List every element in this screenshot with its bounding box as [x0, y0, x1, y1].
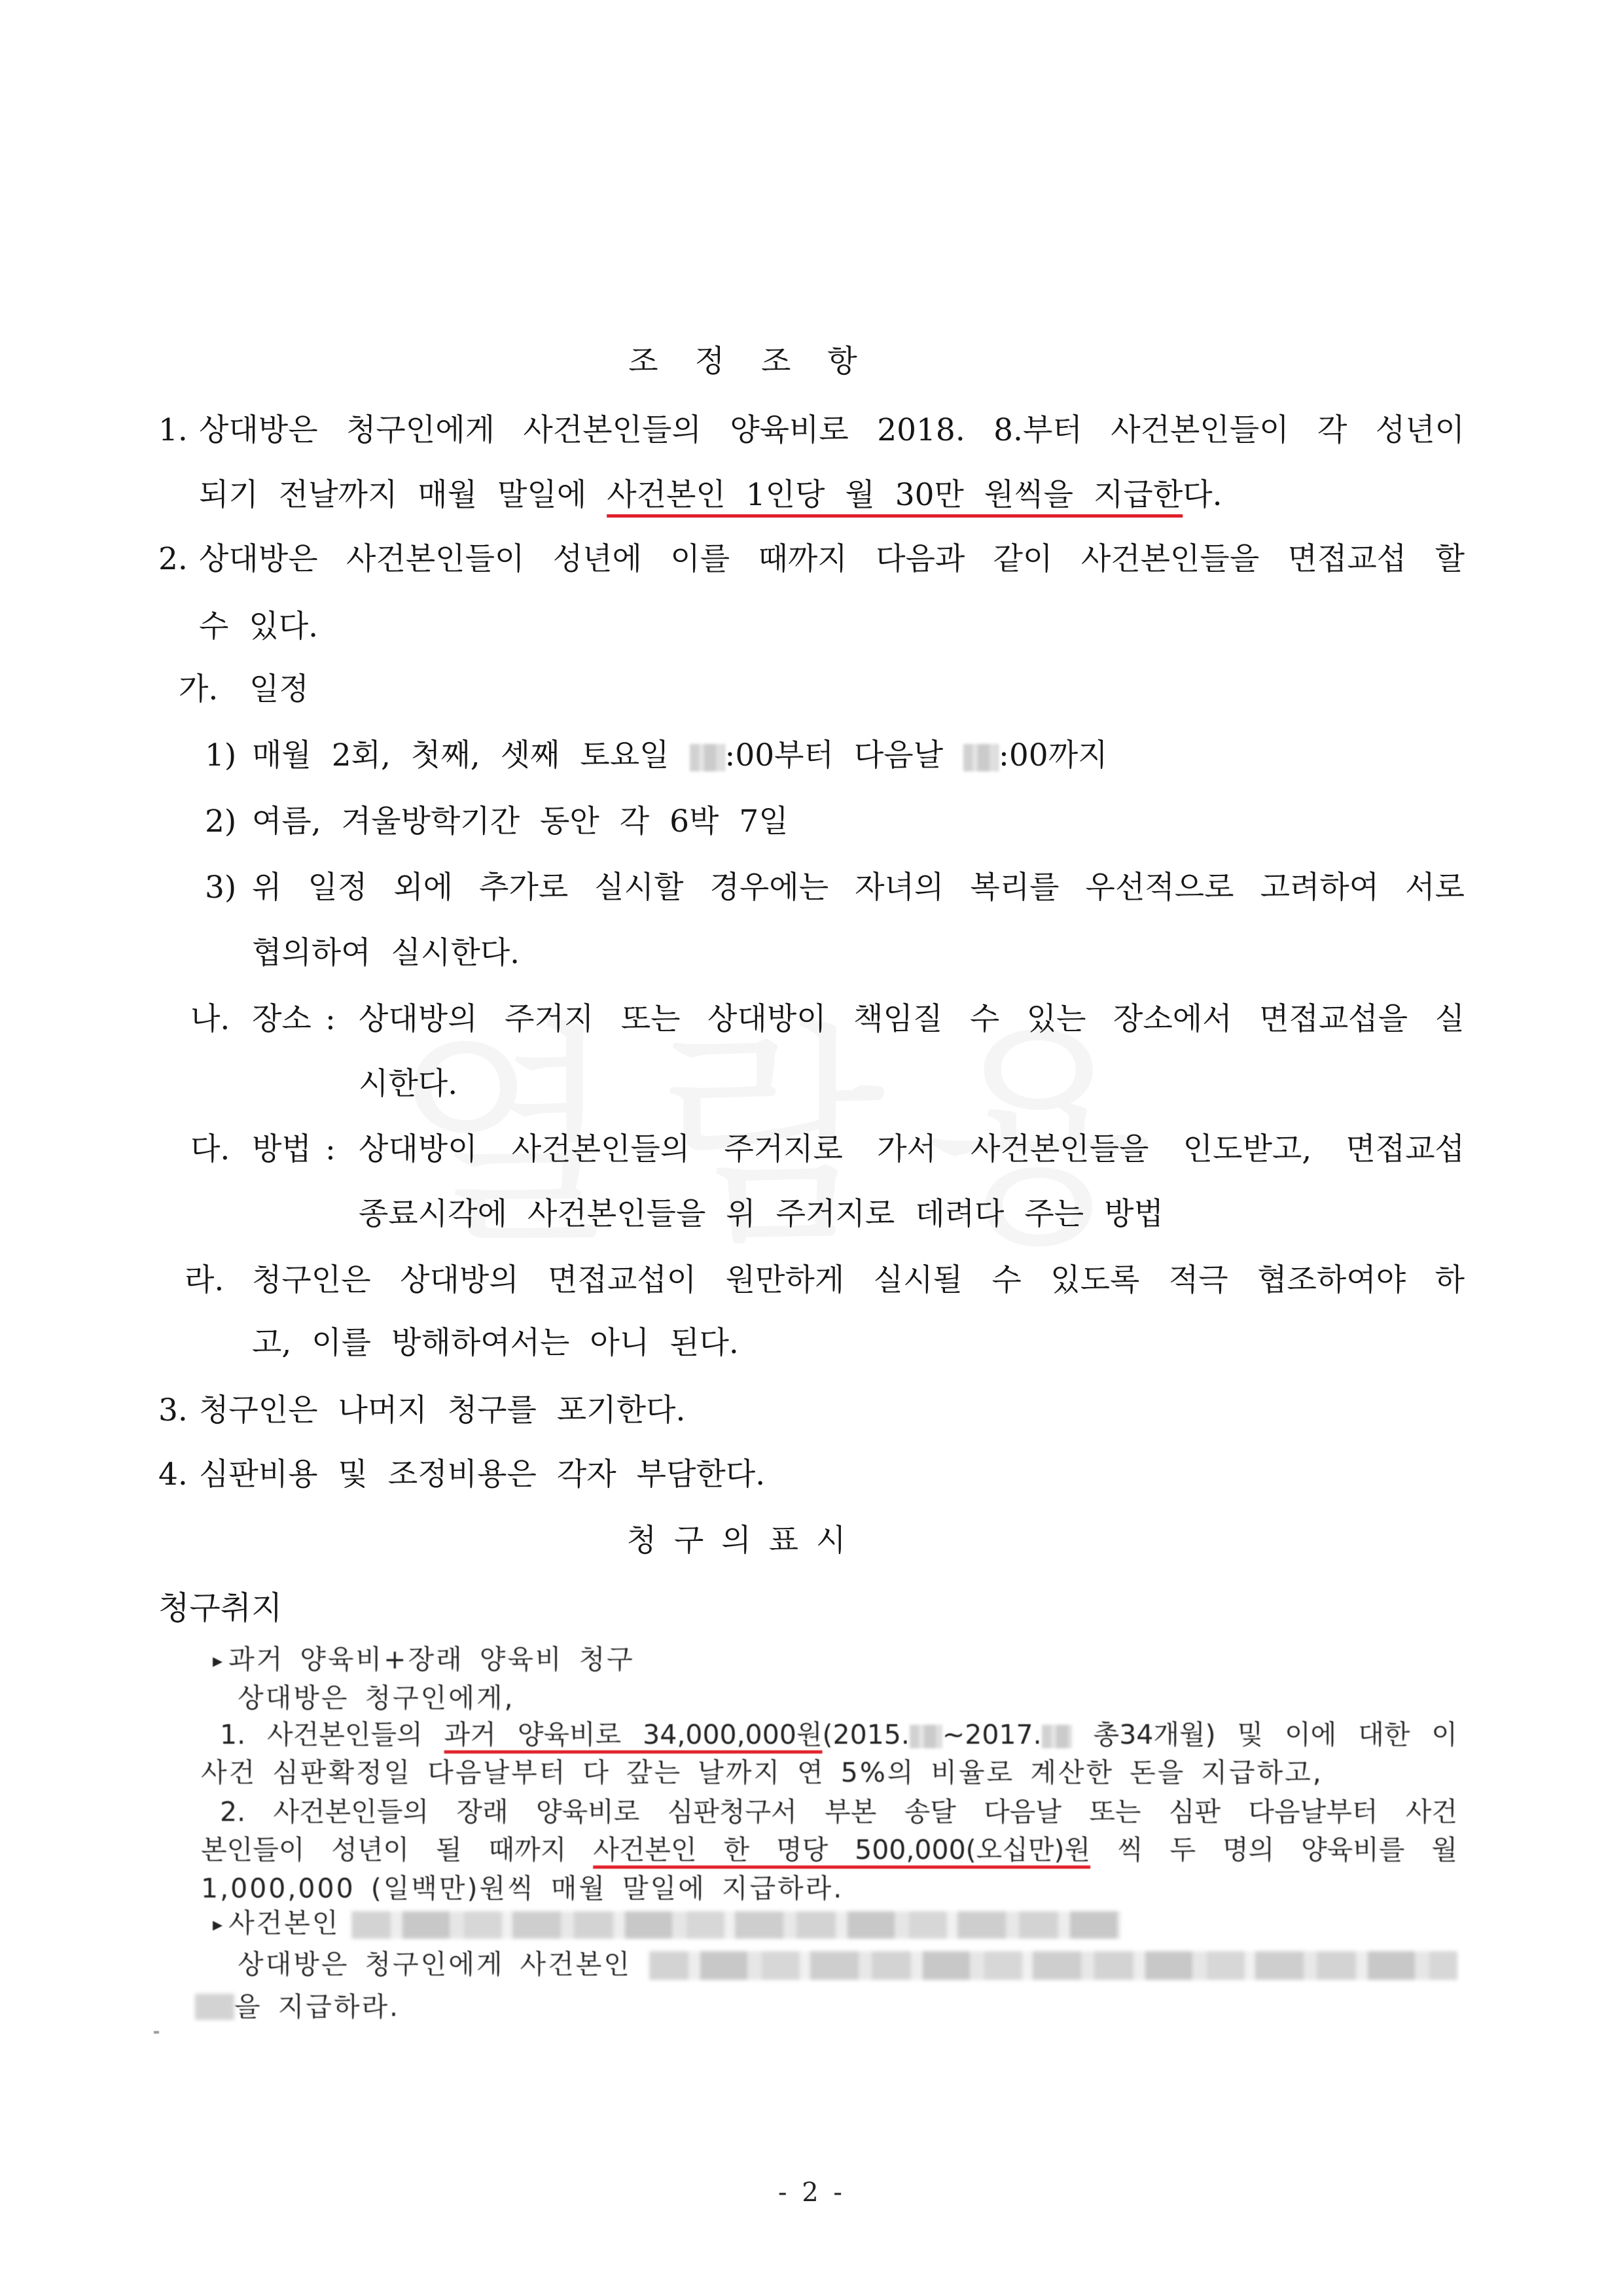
scan-p2-line-3: 1,000,000 (일백만)원씩 매월 말일에 지급하라.: [201, 1873, 844, 1904]
triangle-bullet-icon: [213, 1907, 228, 1939]
scan-block-1-heading-text: 과거 양육비+장래 양육비 청구: [228, 1644, 635, 1675]
red-underlined-text: 사건본인 한 명당 500,000(오십만)원: [593, 1834, 1091, 1865]
sub-ga-heading: 일정: [249, 671, 309, 707]
item-1-number: 1.: [158, 412, 188, 448]
schedule-1-mid: :00부터 다음날: [724, 737, 964, 773]
scan-block-2-heading-text: 사건본인: [228, 1907, 340, 1939]
redacted-text: [351, 1911, 1120, 1939]
item-4-number: 4.: [158, 1457, 188, 1492]
red-underlined-text: 과거 양육비로 34,000,000원: [444, 1719, 823, 1750]
scan-speck: [154, 2031, 159, 2034]
claim-purpose-heading: 청구취지: [158, 1589, 283, 1627]
sub-da-heading: 방법: [252, 1131, 312, 1167]
sub-na-colon: :: [325, 1001, 336, 1037]
claim-title: 청 구 의 표 시: [626, 1523, 850, 1559]
scan-p1-tail: 총34개월) 및 이에 대한 이: [1071, 1719, 1457, 1750]
scan-block-2-line-2: 을 지급하라.: [234, 1991, 401, 2022]
redacted-month: [910, 1725, 942, 1748]
mediation-title: 조 정 조 항: [628, 344, 866, 380]
scan-p1-lead: 1. 사건본인들의: [220, 1719, 444, 1750]
scan-addressee: 상대방은 청구인에게,: [238, 1682, 515, 1714]
sub-da-line-1: 상대방이 사건본인들의 주거지로 가서 사건본인들을 인도받고, 면접교섭: [359, 1131, 1465, 1167]
scan-p2-tail: 씩 두 명의 양육비를 월: [1090, 1834, 1457, 1865]
sub-ra-label: 라.: [185, 1262, 224, 1298]
scan-p1-period-start: (2015.: [822, 1719, 910, 1750]
scan-block-2-heading: [213, 1905, 344, 1941]
sub-ga-label: 가.: [179, 671, 219, 707]
item-1-line-2-tail: 다.: [1183, 477, 1222, 513]
sub-da-line-2: 종료시각에 사건본인들을 위 주거지로 데려다 주는 방법: [359, 1196, 1164, 1232]
sub-ra-line-1: 청구인은 상대방의 면접교섭이 원만하게 실시될 수 있도록 적극 협조하여야 하: [252, 1262, 1465, 1298]
triangle-bullet-icon: [213, 1644, 228, 1675]
schedule-2-number: 2): [205, 804, 237, 839]
schedule-3-line-1: 위 일정 외에 추가로 실시할 경우에는 자녀의 복리를 우선적으로 고려하여 서로: [252, 870, 1465, 906]
sub-na-line-2: 시한다.: [359, 1066, 458, 1102]
schedule-1-lead: 매월 2회, 첫째, 셋째 토요일: [252, 737, 690, 773]
scan-p1-line-1: [220, 1716, 1457, 1753]
item-2-number: 2.: [158, 541, 188, 577]
scan-p2-line-2: [201, 1831, 1457, 1868]
schedule-1-tail: :00까지: [999, 737, 1108, 773]
scan-block-2-line-1: 상대방은 청구인에게 사건본인: [238, 1949, 632, 1980]
sub-na-heading: 장소: [252, 1001, 312, 1037]
item-1-line-1: 상대방은 청구인에게 사건본인들의 양육비로 2018. 8.부터 사건본인들이 각 성년이: [199, 412, 1465, 448]
schedule-1-number: 1): [205, 737, 237, 773]
sub-na-label: 나.: [190, 1001, 230, 1037]
scan-p2-lead: 본인들이 성년이 될 때까지: [201, 1834, 594, 1865]
sub-da-colon: :: [325, 1131, 336, 1167]
item-2-line-2: 수 있다.: [199, 609, 319, 645]
item-1-line-2-lead: 되기 전날까지 매월 말일에: [199, 477, 607, 513]
sub-na-line-1: 상대방의 주거지 또는 상대방이 책임질 수 있는 장소에서 면접교섭을 실: [359, 1001, 1465, 1037]
item-3-text: 청구인은 나머지 청구를 포기한다.: [199, 1392, 686, 1428]
schedule-3-number: 3): [205, 870, 237, 906]
scan-p2-line-1: 2. 사건본인들의 장래 양육비로 심판청구서 부본 송달 다음날 또는 심판 다음날부터 사건: [220, 1796, 1457, 1828]
red-underlined-text: 사건본인 1인당 월 30만 원씩을 지급한: [607, 477, 1183, 513]
schedule-2-text: 여름, 겨울방학기간 동안 각 6박 7일: [252, 804, 789, 839]
page-number: - 2 -: [778, 2178, 842, 2208]
redacted-text: [195, 1994, 234, 2020]
scan-p1-line-2: 사건 심판확정일 다음날부터 다 갚는 날까지 연 5%의 비율로 계산한 돈을 지급하고,: [201, 1757, 1323, 1788]
redacted-month: [1042, 1725, 1072, 1748]
item-2-line-1: 상대방은 사건본인들이 성년에 이를 때까지 다음과 같이 사건본인들을 면접교섭 할: [199, 541, 1465, 577]
sub-ra-line-2: 고, 이를 방해하여서는 아니 된다.: [252, 1325, 739, 1361]
item-3-number: 3.: [158, 1392, 188, 1428]
redacted-text: [649, 1951, 1457, 1980]
scan-block-1-heading: [213, 1641, 1456, 1678]
item-4-text: 심판비용 및 조정비용은 각자 부담한다.: [199, 1457, 766, 1492]
sub-da-label: 다.: [190, 1131, 230, 1167]
schedule-3-line-2: 협의하여 실시한다.: [252, 935, 520, 971]
scan-p1-period-end: ~2017.: [942, 1719, 1042, 1750]
